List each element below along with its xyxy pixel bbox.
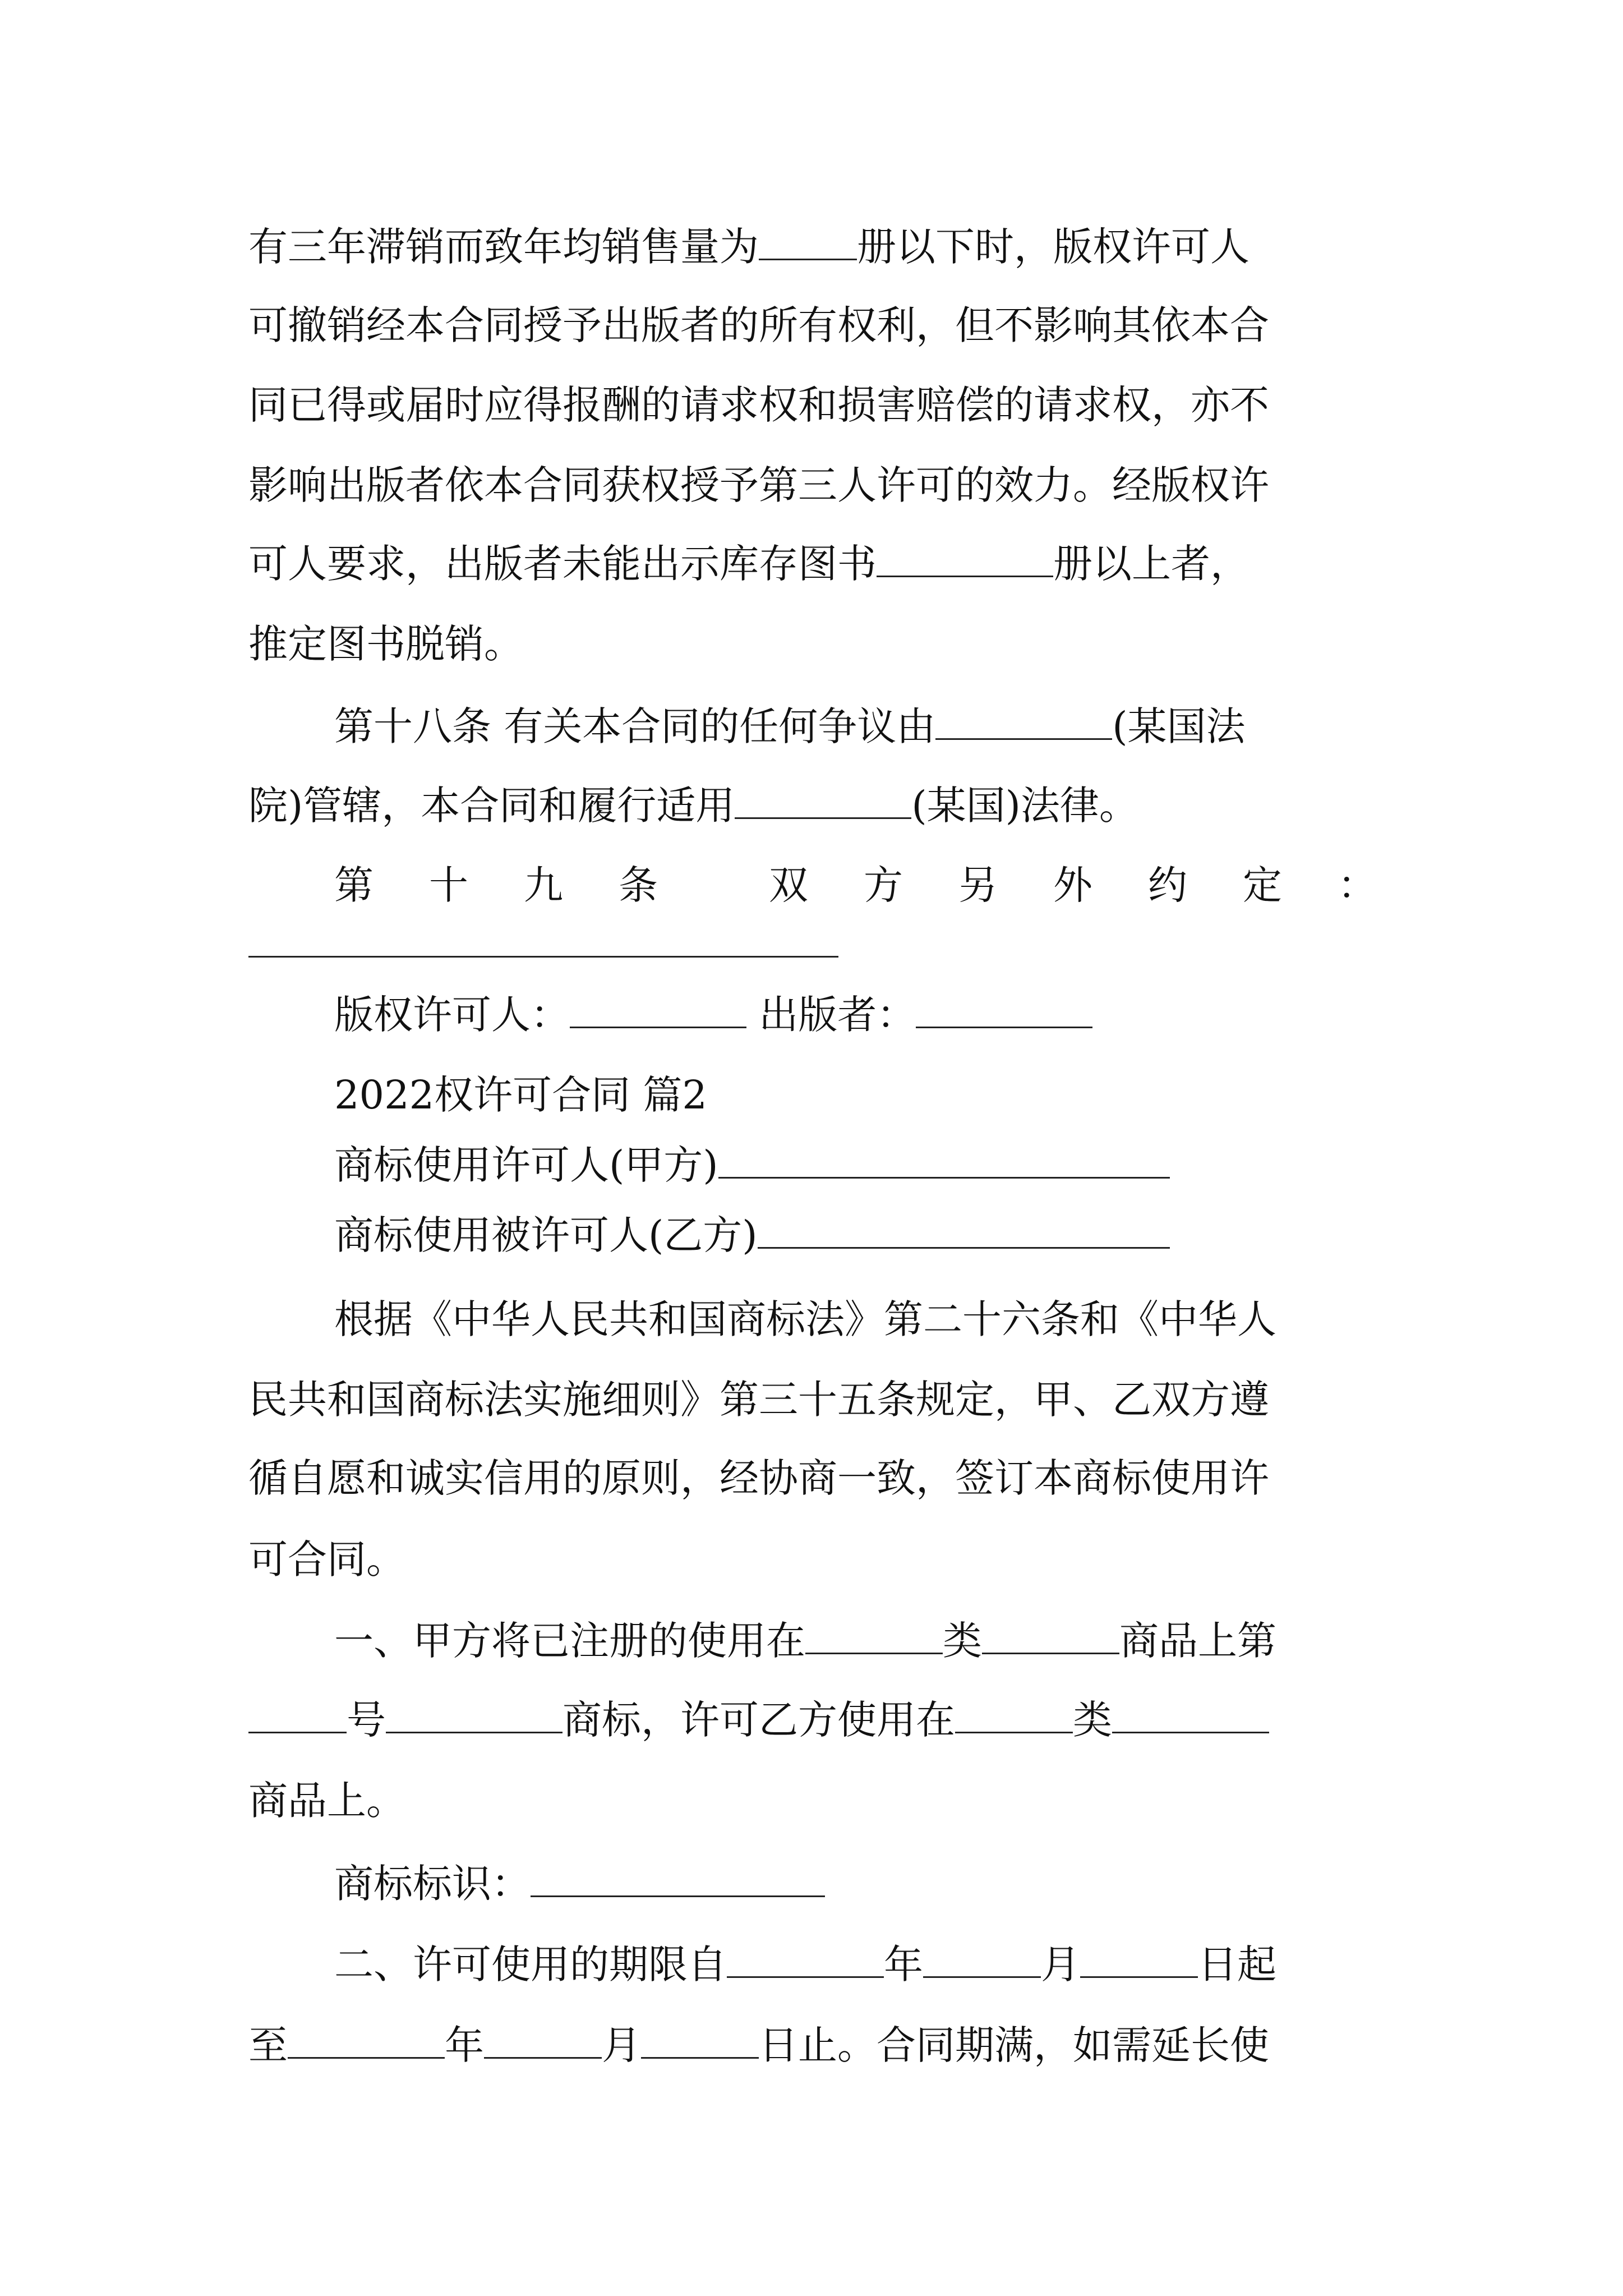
text-line	[334, 1056, 707, 1134]
fill-in-blank	[386, 1698, 562, 1733]
text-segment: 商标标识：	[334, 1861, 531, 1907]
text-line	[334, 1844, 825, 1923]
text-line	[334, 976, 1092, 1054]
text-line	[248, 1761, 405, 1840]
text-segment: 月	[602, 2022, 641, 2068]
text-segment: 2022权许可合同 篇2	[334, 1072, 707, 1118]
text-segment: 年	[884, 1941, 923, 1987]
text-segment: 二、许可使用的期限自	[334, 1941, 727, 1987]
text-segment: 年	[445, 2022, 484, 2068]
fill-in-blank	[248, 1698, 347, 1733]
fill-in-blank	[641, 2023, 759, 2059]
text-line	[248, 2006, 1269, 2085]
text-segment: 可人要求，出版者未能出示库存图书	[248, 541, 877, 587]
text-segment: 商品上。	[248, 1778, 405, 1824]
text-segment: 册以下时，版权许可人	[857, 224, 1249, 270]
text-line	[248, 1520, 405, 1599]
text-segment: 册以上者，	[1053, 541, 1249, 587]
text-char: 第	[334, 862, 374, 908]
text-segment: 推定图书脱销。	[248, 621, 523, 667]
text-segment: 商标，许可乙方使用在	[562, 1697, 955, 1743]
text-line	[334, 1602, 1276, 1680]
text-segment: 可合同。	[248, 1536, 405, 1582]
fill-in-blank	[1112, 1698, 1269, 1733]
text-segment: 第十八条 有关本合同的任何争议由	[334, 703, 936, 749]
fill-in-blank	[718, 1143, 1170, 1179]
text-char: 方	[864, 862, 903, 908]
text-line	[334, 1196, 1170, 1274]
text-segment: (某国法	[1112, 703, 1246, 749]
fill-in-blank	[735, 784, 911, 819]
fill-in-blank	[1080, 1943, 1198, 1978]
text-segment: 日止。合同期满，如需延长使	[759, 2022, 1269, 2068]
text-char: 条	[619, 862, 658, 908]
text-line	[334, 687, 1246, 766]
text-line	[248, 366, 1269, 444]
text-line	[248, 605, 523, 683]
fill-in-blank	[531, 1862, 825, 1897]
fill-in-blank	[955, 1698, 1073, 1733]
fill-in-blank	[805, 1619, 943, 1654]
text-char: 双	[769, 862, 808, 908]
text-line	[334, 1126, 1170, 1204]
fill-in-blank	[484, 2023, 602, 2059]
text-segment: 可撤销经本合同授予出版者的所有权利，但不影响其依本合	[248, 302, 1269, 348]
fill-in-blank	[570, 993, 746, 1028]
text-char: 另	[958, 862, 998, 908]
text-segment: (某国)法律。	[911, 783, 1138, 829]
fill-in-blank	[288, 2023, 445, 2059]
text-segment: 商品上第	[1119, 1618, 1276, 1664]
text-line	[248, 208, 1249, 286]
fill-in-blank	[916, 993, 1092, 1028]
text-segment: 号	[347, 1697, 386, 1743]
fill-in-blank	[758, 1213, 1170, 1249]
text-segment: 类	[943, 1618, 982, 1664]
text-segment: 类	[1073, 1697, 1112, 1743]
text-line	[248, 1360, 1269, 1439]
fill-in-blank	[727, 1943, 884, 1978]
text-char: 定	[1243, 862, 1282, 908]
text-line	[248, 446, 1269, 524]
text-segment: 出版者：	[746, 992, 916, 1038]
text-char: 外	[1053, 862, 1092, 908]
text-char: 十	[429, 862, 468, 908]
text-char: 约	[1148, 862, 1187, 908]
text-char: ：	[1338, 862, 1377, 908]
fill-in-blank	[923, 1943, 1041, 1978]
text-segment: 月	[1041, 1941, 1080, 1987]
text-line	[334, 846, 1377, 924]
text-line	[248, 286, 1269, 365]
text-line	[248, 766, 1138, 845]
text-line	[334, 1280, 1276, 1359]
text-segment: 商标使用许可人(甲方)	[334, 1142, 718, 1188]
text-segment: 循自愿和诚实信用的原则，经协商一致，签订本商标使用许	[248, 1455, 1269, 1501]
fill-in-blank	[759, 225, 857, 260]
signature-rule	[248, 956, 838, 958]
text-segment: 商标使用被许可人(乙方)	[334, 1212, 758, 1258]
text-line	[334, 1925, 1276, 2004]
text-segment: 民共和国商标法实施细则》第三十五条规定，甲、乙双方遵	[248, 1377, 1269, 1423]
text-segment: 版权许可人：	[334, 992, 570, 1038]
text-segment: 一、甲方将已注册的使用在	[334, 1618, 805, 1664]
text-line	[248, 1681, 1269, 1759]
text-char: 九	[524, 862, 563, 908]
text-segment: 日起	[1198, 1941, 1276, 1987]
text-segment: 根据《中华人民共和国商标法》第二十六条和《中华人	[334, 1296, 1276, 1342]
text-segment: 同已得或届时应得报酬的请求权和损害赔偿的请求权，亦不	[248, 382, 1269, 428]
fill-in-blank	[982, 1619, 1119, 1654]
text-line	[248, 524, 1249, 603]
text-segment: 有三年滞销而致年均销售量为	[248, 224, 759, 270]
fill-in-blank	[935, 705, 1112, 740]
text-line	[248, 1439, 1269, 1517]
fill-in-blank	[877, 542, 1053, 577]
text-segment: 至	[248, 2022, 288, 2068]
text-segment: 影响出版者依本合同获权授予第三人许可的效力。经版权许	[248, 462, 1269, 508]
text-segment: 院)管辖，本合同和履行适用	[248, 783, 735, 829]
